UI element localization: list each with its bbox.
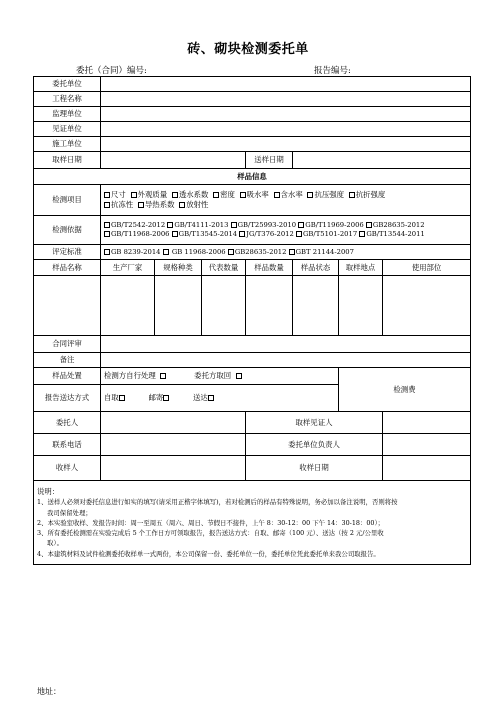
test-item-option[interactable]: 放射性 bbox=[177, 200, 209, 209]
supervisor-unit-label: 监理单位 bbox=[34, 107, 101, 122]
test-items-options bbox=[101, 185, 471, 216]
spec-type-cell[interactable] bbox=[155, 276, 202, 336]
receiver-label: 收样人 bbox=[34, 456, 101, 481]
checkbox-icon bbox=[236, 373, 242, 379]
test-basis-option[interactable]: GB28635-2012 bbox=[366, 221, 425, 229]
test-basis-option[interactable]: JG/T376-2012 bbox=[239, 230, 294, 238]
client-head-label: 委托单位负责人 bbox=[246, 434, 383, 456]
checkbox-icon bbox=[138, 202, 144, 208]
checkbox-icon bbox=[172, 192, 178, 198]
checkbox-icon bbox=[160, 373, 166, 379]
form-title: 砖、砌块检测委托单 bbox=[187, 42, 309, 57]
delivery-method-label: 报告送达方式 bbox=[34, 385, 101, 412]
checkbox-icon bbox=[240, 192, 246, 198]
test-basis-option[interactable]: GB/T2542-2012 bbox=[104, 221, 165, 229]
project-name-field[interactable] bbox=[101, 92, 471, 107]
eval-standard-option[interactable]: GBT 21144-2007 bbox=[289, 248, 354, 256]
checkbox-icon bbox=[163, 249, 169, 255]
builder-unit-label: 施工单位 bbox=[34, 137, 101, 152]
test-basis-options bbox=[101, 216, 471, 245]
test-item-option[interactable]: 吸水率 bbox=[237, 190, 269, 199]
checkbox-icon bbox=[296, 231, 302, 237]
checkbox-icon bbox=[359, 231, 365, 237]
delivery-option-deliver[interactable]: 送达 bbox=[193, 393, 215, 402]
client-person-label: 委托人 bbox=[34, 412, 101, 434]
manufacturer-cell[interactable] bbox=[101, 276, 155, 336]
test-item-option[interactable]: 含水率 bbox=[271, 190, 303, 199]
delivery-method-options bbox=[101, 385, 339, 412]
sample-state-cell[interactable] bbox=[293, 276, 339, 336]
sample-info-header: 样品信息 bbox=[34, 169, 471, 185]
address-label: 地址： bbox=[37, 687, 61, 696]
eval-standard-label: 评定标准 bbox=[34, 245, 101, 260]
eval-standard-options bbox=[101, 245, 471, 260]
note-item: 1、送样人必须对委托信息进行如实的填写(请采用正楷字体填写)，若对检测后的样品有特殊说明，务必加以备注说明，否则将按 bbox=[37, 498, 398, 507]
test-item-option[interactable]: 抗冻性 bbox=[104, 200, 133, 209]
sample-disposal-label: 样品处置 bbox=[34, 368, 101, 385]
test-basis-option[interactable]: GB/T13544-2011 bbox=[359, 230, 424, 238]
test-item-option[interactable]: 外观质量 bbox=[128, 190, 167, 199]
delivery-option-pickup[interactable]: 自取 bbox=[104, 393, 126, 402]
test-item-option[interactable]: 透水系数 bbox=[169, 190, 208, 199]
col-usage-location: 使用部位 bbox=[383, 260, 471, 276]
note-item: 2、本实验室收样、发报告时间：周一至周五（周六、周日、节假日不接件，上午 8：30-12：00 下午 14：30-18：00）； bbox=[37, 518, 385, 527]
sampling-location-cell[interactable] bbox=[339, 276, 383, 336]
checkbox-icon bbox=[231, 222, 237, 228]
witness-sampler-field[interactable] bbox=[383, 412, 471, 434]
disposal-option-return[interactable]: 委托方取回 bbox=[194, 371, 243, 380]
usage-location-cell[interactable] bbox=[383, 276, 471, 336]
col-represented-qty: 代表数量 bbox=[202, 260, 246, 276]
remarks-field[interactable] bbox=[101, 353, 471, 368]
disposal-option-self[interactable]: 检测方自行处理 bbox=[104, 371, 167, 380]
checkbox-icon bbox=[274, 192, 280, 198]
note-item: 取）。 bbox=[47, 539, 63, 548]
receiver-field[interactable] bbox=[101, 456, 246, 481]
checkbox-icon bbox=[239, 231, 245, 237]
col-sample-qty: 样品数量 bbox=[246, 260, 293, 276]
col-sample-state: 样品状态 bbox=[293, 260, 339, 276]
client-unit-field[interactable] bbox=[101, 77, 471, 92]
col-spec-type: 规格种类 bbox=[155, 260, 202, 276]
contract-review-field[interactable] bbox=[101, 336, 471, 353]
contract-number-label: 委托（合同）编号: bbox=[76, 66, 147, 76]
test-basis-option[interactable]: GB/T11968-2006 bbox=[104, 230, 169, 238]
client-head-field[interactable] bbox=[383, 434, 471, 456]
witness-sampler-label: 取样见证人 bbox=[246, 412, 383, 434]
test-item-option[interactable]: 尺寸 bbox=[104, 190, 126, 199]
checkbox-icon bbox=[179, 202, 185, 208]
phone-field[interactable] bbox=[101, 434, 246, 456]
test-item-option[interactable]: 密度 bbox=[211, 190, 235, 199]
checkbox-icon bbox=[228, 249, 234, 255]
receive-date-field[interactable] bbox=[383, 456, 471, 481]
checkbox-icon bbox=[172, 231, 178, 237]
eval-standard-option[interactable]: GB28635-2012 bbox=[228, 248, 287, 256]
sample-entry-row bbox=[34, 276, 471, 336]
checkbox-icon bbox=[104, 231, 110, 237]
project-name-label: 工程名称 bbox=[34, 92, 101, 107]
test-basis-option[interactable]: GB/T5101-2017 bbox=[296, 230, 357, 238]
test-basis-option[interactable]: GB/T4111-2013 bbox=[167, 221, 228, 229]
test-items-label: 检测项目 bbox=[34, 185, 101, 216]
client-person-field[interactable] bbox=[101, 412, 246, 434]
checkbox-icon bbox=[163, 395, 169, 401]
contract-review-label: 合同评审 bbox=[34, 336, 101, 353]
checkbox-icon bbox=[366, 222, 372, 228]
report-number-label: 报告编号: bbox=[314, 66, 351, 76]
delivery-date-label: 送样日期 bbox=[246, 152, 293, 169]
sample-qty-cell[interactable] bbox=[246, 276, 293, 336]
checkbox-icon bbox=[119, 395, 125, 401]
checkbox-icon bbox=[104, 249, 110, 255]
checkbox-icon bbox=[104, 192, 110, 198]
eval-standard-option[interactable]: GB 11968-2006 bbox=[163, 248, 226, 256]
notes-header: 说明： bbox=[37, 487, 60, 497]
builder-unit-field[interactable] bbox=[101, 137, 471, 152]
remarks-label: 备注 bbox=[34, 353, 101, 368]
notes-section bbox=[34, 481, 471, 565]
sample-disposal-options bbox=[101, 368, 339, 385]
test-item-option[interactable]: 抗折强度 bbox=[346, 190, 385, 199]
checkbox-icon bbox=[307, 192, 313, 198]
test-basis-option[interactable]: GB/T13545-2014 bbox=[172, 230, 237, 238]
test-basis-option[interactable]: GB/T25993-2010 bbox=[231, 221, 296, 229]
delivery-option-mail[interactable]: 邮寄 bbox=[149, 393, 171, 402]
checkbox-icon bbox=[104, 202, 110, 208]
col-sampling-location: 取样地点 bbox=[339, 260, 383, 276]
note-item: 3、所有委托检测需在实验完成后 5 个工作日方可领取报告，报告送达方式：自取、邮寄（100 元）、送达（按 2 元/公里收 bbox=[37, 529, 384, 538]
test-basis-option[interactable]: GB/T11969-2006 bbox=[298, 221, 363, 229]
test-basis-label: 检测依据 bbox=[34, 216, 101, 245]
receive-date-label: 收样日期 bbox=[246, 456, 383, 481]
test-fee-label: 检测费 bbox=[339, 368, 471, 412]
col-sample-name: 样品名称 bbox=[34, 260, 101, 276]
eval-standard-option[interactable]: GB 8239-2014 bbox=[104, 248, 160, 256]
witness-unit-label: 见证单位 bbox=[34, 122, 101, 137]
checkbox-icon bbox=[104, 222, 110, 228]
checkbox-icon bbox=[289, 249, 295, 255]
witness-unit-field[interactable] bbox=[101, 122, 471, 137]
sample-name-cell[interactable] bbox=[34, 276, 101, 336]
note-item: 4、本建筑材料及试件检测委托收样单一式两份，本公司保留一份、委托单位一份，委托单位凭此委托单来我公司取报告。 bbox=[37, 549, 380, 558]
checkbox-icon bbox=[131, 192, 137, 198]
note-item: 我司保留处理； bbox=[47, 508, 92, 517]
represented-qty-cell[interactable] bbox=[202, 276, 246, 336]
checkbox-icon bbox=[167, 222, 173, 228]
phone-label: 联系电话 bbox=[34, 434, 101, 456]
test-item-option[interactable]: 抗压强度 bbox=[305, 190, 344, 199]
checkbox-icon bbox=[213, 192, 219, 198]
test-item-option[interactable]: 导热系数 bbox=[136, 200, 175, 209]
delivery-date-field[interactable] bbox=[293, 152, 471, 169]
supervisor-unit-field[interactable] bbox=[101, 107, 471, 122]
sampling-date-field[interactable] bbox=[101, 152, 246, 169]
client-unit-label: 委托单位 bbox=[34, 77, 101, 92]
sampling-date-label: 取样日期 bbox=[34, 152, 101, 169]
col-manufacturer: 生产厂家 bbox=[101, 260, 155, 276]
checkbox-icon bbox=[208, 395, 214, 401]
commission-form-table bbox=[33, 76, 471, 565]
checkbox-icon bbox=[298, 222, 304, 228]
checkbox-icon bbox=[349, 192, 355, 198]
